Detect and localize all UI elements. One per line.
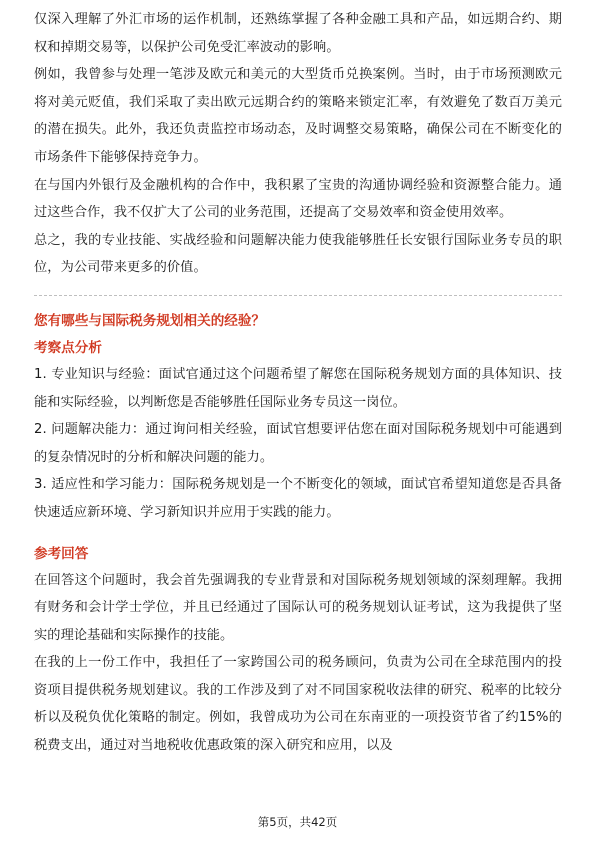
section-divider — [34, 295, 562, 296]
intro-paragraph-3: 在与国内外银行及金融机构的合作中，我积累了宝贵的沟通协调经验和资源整合能力。通过这些合作，我不仅扩大了公司的业务范围，还提高了交易效率和资金使用效率。 — [34, 177, 562, 221]
analysis-item-2: 2. 问题解决能力：通过询问相关经验，面试官想要评估您在面对国际税务规划中可能遇到的复杂情况时的分析和解决问题的能力。 — [34, 422, 562, 465]
intro-paragraph-4: 总之，我的专业技能、实战经验和问题解决能力使我能够胜任长安银行国际业务专员的职位，为公司带来更多的价值。 — [34, 232, 562, 276]
answer-heading: 参考回答 — [34, 545, 89, 562]
page-number: 第5页，共42页 — [257, 815, 338, 829]
answer-paragraph-2: 在我的上一份工作中，我担任了一家跨国公司的税务顾问，负责为公司在全球范围内的投资项目提供税务规划建议。我的工作涉及到了对不同国家税收法律的研究、税率的比较分析以及税负优化策略的制定。例如，我曾成功为公司在东南亚的一项投资节省了约15%的税费支出，通过对当地税收优惠政策的深入研究和应用，以及 — [34, 655, 562, 754]
answer-paragraph-1: 在回答这个问题时，我会首先强调我的专业背景和对国际税务规划领域的深刻理解。我拥有财务和会计学士学位，并且已经通过了国际认可的税务规划认证考试，这为我提供了坚实的理论基础和实际操作的技能。 — [34, 572, 562, 643]
analysis-heading: 考察点分析 — [34, 339, 102, 356]
question-heading: 您有哪些与国际税务规划相关的经验？ — [34, 312, 266, 329]
analysis-item-1: 1. 专业知识与经验：面试官通过这个问题希望了解您在国际税务规划方面的具体知识、技能和实际经验，以判断您是否能够胜任国际业务专员这一岗位。 — [34, 366, 562, 410]
intro-paragraph-2: 例如，我曾参与处理一笔涉及欧元和美元的大型货币兑换案例。当时，由于市场预测欧元将对美元贬值，我们采取了卖出欧元远期合约的策略来锁定汇率，有效避免了数百万美元的潜在损失。此外，我还负责监控市场动态，及时调整交易策略，确保公司在不断变化的市场条件下能够保持竞争力。 — [34, 67, 562, 165]
analysis-item-3: 3. 适应性和学习能力：国际税务规划是一个不断变化的领域，面试官希望知道您是否具备快速适应新环境、学习新知识并应用于实践的能力。 — [34, 477, 562, 520]
intro-paragraph-1: 仅深入理解了外汇市场的运作机制，还熟练掌握了各种金融工具和产品，如远期合约、期权和掉期交易等，以保护公司免受汇率波动的影响。 — [34, 12, 562, 55]
page-content — [34, 6, 562, 760]
